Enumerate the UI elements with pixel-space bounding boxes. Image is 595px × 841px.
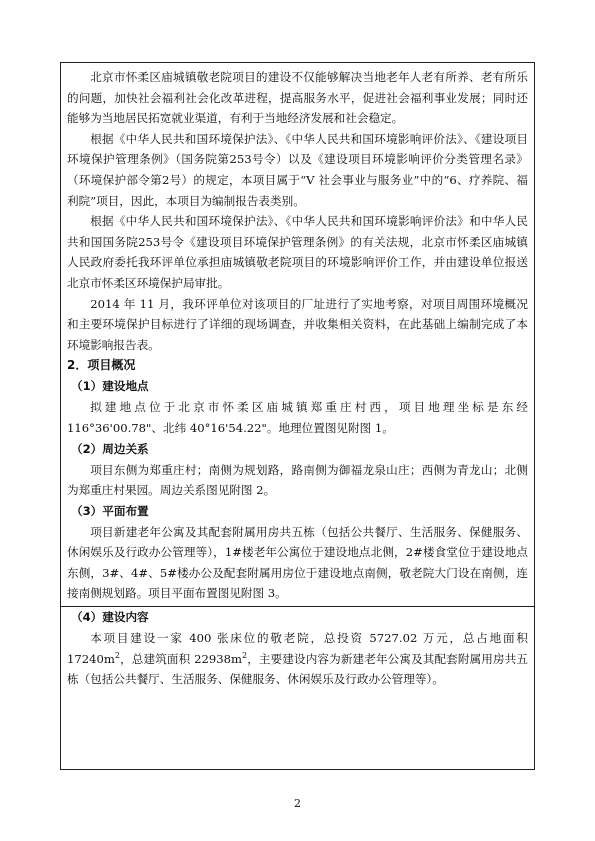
subsection-title-location: （1）建设地点 bbox=[71, 379, 149, 394]
page-number: 2 bbox=[294, 797, 301, 810]
paragraph-significance: 北京市怀柔区庙城镇敬老院项目的建设不仅能够解决当地老年人老有所养、老有所乐的问题，加快社会福利社会化改革进程，提高服务水平，促进社会福利事业发展；同时还能够为当地居民拓宽就业渠道，有利于当地经济发展和社会稳定。 bbox=[67, 70, 528, 126]
paragraph-site-survey: 2014 年 11 月，我环评单位对该项目的厂址进行了实地考察，对项目周围环境概况和主要环境保护目标进行了详细的现场调查，并收集相关资料，在此基础上编制完成了本环境影响报告表。 bbox=[67, 296, 528, 352]
area-superscript: 2 bbox=[114, 650, 120, 660]
paragraph-construction-content bbox=[67, 628, 528, 690]
paragraph-legal-basis: 根据《中华人民共和国环境保护法》、《中华人民共和国环境影响评价法》、《建设项目环境保护管理条例》（国务院第253号令）以及《建设项目环境影响评价分类管理名录》（环境保护部令第2号）的规定，本项目属于“V 社会事业与服务业”中的“6、疗养院、福利院”项目，因此，本项目为编制报告表类别。 bbox=[67, 131, 528, 208]
construction-text-part-b: ，总建筑面积 22938m bbox=[119, 651, 242, 666]
area-superscript: 2 bbox=[242, 650, 248, 660]
paragraph-surroundings: 项目东侧为郑重庄村；南侧为规划路，路南侧为御福龙泉山庄；西侧为青龙山；北侧为郑重庄村果园。周边关系图见附图 2。 bbox=[67, 462, 528, 498]
content-frame bbox=[60, 62, 535, 770]
paragraph-location: 拟建地点位于北京市怀柔区庙城镇郑重庄村西，项目地理坐标是东经 116°36'00.78"、北纬 40°16'54.22"。地理位置图见附图 1。 bbox=[67, 400, 528, 435]
section-title-project-overview: 2．项目概况 bbox=[67, 358, 136, 373]
construction-text-part-c: ，主要建设内容为新建老年公寓及其配套附属用房共五栋（包括公共餐厅、生活服务、保健服务、休闲娱乐及行政办公管理等）。 bbox=[67, 651, 528, 687]
subsection-title-surroundings: （2）周边关系 bbox=[71, 441, 149, 456]
paragraph-commission: 根据《中华人民共和国环境保护法》、《中华人民共和国环境影响评价法》和中华人民共和国国务院253号令《建设项目环境保护管理条例》的有关法规，北京市怀柔区庙城镇人民政府委托我环评单位承担庙城镇敬老院项目的环境影响评价工作，并由建设单位报送北京市怀柔区环境保护局审批。 bbox=[67, 214, 528, 290]
paragraph-layout: 项目新建老年公寓及其配套附属用房共五栋（包括公共餐厅、生活服务、保健服务、休闲娱乐及行政办公管理等），1#楼老年公寓位于建设地点北侧，2#楼食堂位于建设地点东侧，3#、4#、5#楼办公及配套附属用房位于建设地点南侧，敬老院大门设在南侧，连接南侧规划路。项目平面布置图见附图 3。 bbox=[67, 524, 528, 601]
subsection-title-construction-content: （4）建设内容 bbox=[71, 610, 149, 625]
construction-text-part-a: 本项目建设一家 400 张床位的敬老院，总投资 5727.02 万元，总占地面积 17240m bbox=[67, 631, 528, 666]
subsection-title-layout: （3）平面布置 bbox=[71, 503, 149, 518]
